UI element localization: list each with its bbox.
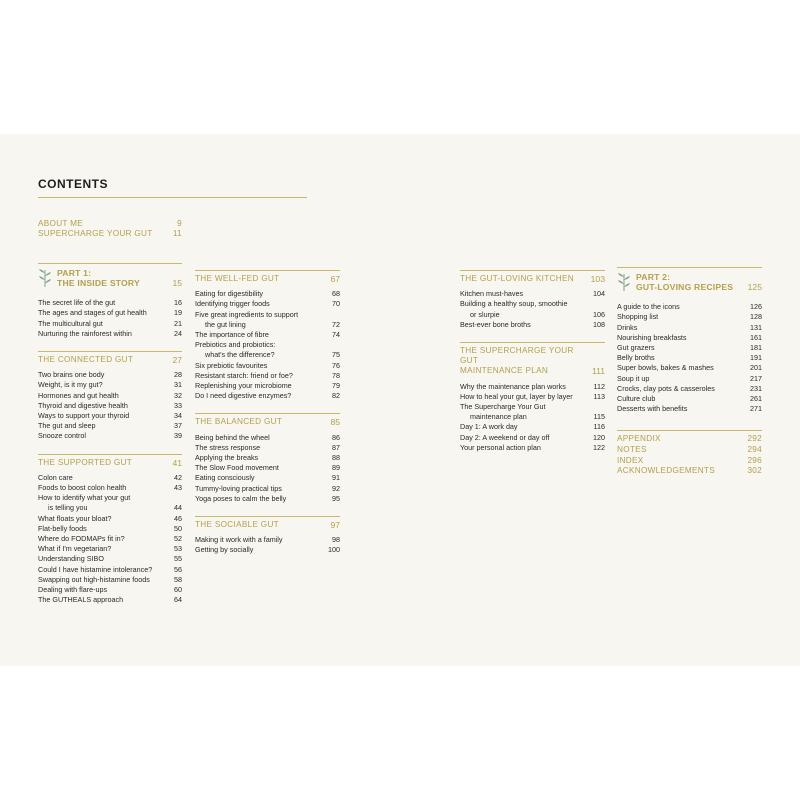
leaf-icon xyxy=(38,268,52,288)
toc-entry[interactable]: Applying the breaks 88 xyxy=(195,453,340,463)
toc-entry[interactable]: What if I'm vegetarian? 53 xyxy=(38,544,182,554)
toc-entry[interactable]: What floats your bloat? 46 xyxy=(38,513,182,523)
part-2-heading[interactable]: PART 2: GUT-LOVING RECIPES 125 xyxy=(617,267,762,292)
part-1-heading[interactable]: PART 1: THE INSIDE STORY 15 xyxy=(38,263,182,288)
toc-entry[interactable]: Culture club 261 xyxy=(617,394,762,404)
toc-entry[interactable]: Shopping list 128 xyxy=(617,312,762,322)
toc-entry[interactable]: Five great ingredients to support xyxy=(195,309,299,319)
section-heading-maintenance[interactable]: THE SUPERCHARGE YOUR GUT MAINTENANCE PLAN 111 xyxy=(460,342,605,377)
title-rule xyxy=(38,197,307,198)
toc-entry[interactable]: Replenishing your microbiome 79 xyxy=(195,381,340,391)
toc-entry[interactable]: Two brains one body 28 xyxy=(38,370,182,380)
toc-entry[interactable]: How to heal your gut, layer by layer 113 xyxy=(460,391,605,401)
toc-entry[interactable]: Drinks 131 xyxy=(617,322,762,332)
toc-entry[interactable]: Eating consciously 91 xyxy=(195,473,340,483)
toc-entry[interactable]: How to identify what your gut xyxy=(38,493,131,503)
toc-entry[interactable]: Foods to boost colon health 43 xyxy=(38,483,182,493)
toc-entry[interactable]: The gut and sleep 37 xyxy=(38,421,182,431)
toc-entry[interactable]: INDEX 296 xyxy=(617,455,762,465)
toc-entry[interactable]: Weight, is it my gut? 31 xyxy=(38,380,182,390)
toc-entry[interactable]: Nourishing breakfasts 161 xyxy=(617,332,762,342)
section-list-supported xyxy=(38,473,182,606)
toc-column-3 xyxy=(460,270,605,465)
part-1-list xyxy=(38,298,182,339)
section-list-connected xyxy=(38,370,182,441)
toc-entry[interactable]: Building a healthy soup, smoothie xyxy=(460,299,568,309)
section-list-wellfed xyxy=(195,289,340,401)
toc-entry[interactable]: The Supercharge Your Gut xyxy=(460,402,546,412)
toc-entry[interactable]: Swapping out high-histamine foods 58 xyxy=(38,574,182,584)
front-matter xyxy=(38,219,182,240)
leaf-icon xyxy=(617,272,631,292)
toc-entry[interactable]: Getting by socially 100 xyxy=(195,545,340,555)
toc-entry[interactable]: Dealing with flare-ups 60 xyxy=(38,585,182,595)
toc-entry[interactable]: Colon care 42 xyxy=(38,472,182,482)
toc-entry[interactable]: SUPERCHARGE YOUR GUT 11 xyxy=(38,229,182,239)
toc-entry[interactable]: The ages and stages of gut health 19 xyxy=(38,308,182,318)
section-list-sociable xyxy=(195,535,340,555)
toc-entry[interactable]: Your personal action plan 122 xyxy=(460,442,605,452)
toc-entry[interactable]: Why the maintenance plan works 112 xyxy=(460,381,605,391)
page-title: CONTENTS xyxy=(38,177,108,191)
toc-entry[interactable]: Resistant starch: friend or foe? 78 xyxy=(195,370,340,380)
toc-entry[interactable]: Prebiotics and probiotics: xyxy=(195,340,276,350)
toc-entry[interactable]: Desserts with benefits 271 xyxy=(617,404,762,414)
toc-entry[interactable]: Making it work with a family 98 xyxy=(195,535,340,545)
toc-entry[interactable]: Six prebiotic favourites 76 xyxy=(195,360,340,370)
section-heading-sociable[interactable]: THE SOCIABLE GUT 97 xyxy=(195,516,340,530)
section-heading-connected[interactable]: THE CONNECTED GUT 27 xyxy=(38,351,182,365)
toc-entry[interactable]: A guide to the icons 126 xyxy=(617,302,762,312)
toc-entry[interactable]: Soup it up 217 xyxy=(617,373,762,383)
section-list-maintenance xyxy=(460,382,605,453)
toc-entry[interactable]: The importance of fibre 74 xyxy=(195,330,340,340)
toc-entry[interactable]: Tummy-loving practical tips 92 xyxy=(195,483,340,493)
toc-entry[interactable]: is telling you 44 xyxy=(48,503,182,513)
toc-entry[interactable]: The secret life of the gut 16 xyxy=(38,298,182,308)
toc-entry[interactable]: Snooze control 39 xyxy=(38,431,182,441)
toc-entry[interactable]: The multicultural gut 21 xyxy=(38,318,182,328)
toc-entry[interactable]: Crocks, clay pots & casseroles 231 xyxy=(617,383,762,393)
toc-entry[interactable]: Best-ever bone broths 108 xyxy=(460,319,605,329)
toc-entry[interactable]: Day 2: A weekend or day off 120 xyxy=(460,432,605,442)
section-heading-balanced[interactable]: THE BALANCED GUT 85 xyxy=(195,413,340,427)
toc-entry[interactable]: The Slow Food movement 89 xyxy=(195,463,340,473)
part-2-list xyxy=(617,302,762,414)
toc-entry[interactable]: ACKNOWLEDGEMENTS 302 xyxy=(617,466,762,476)
toc-entry[interactable]: Gut grazers 181 xyxy=(617,343,762,353)
toc-entry[interactable]: maintenance plan 115 xyxy=(470,412,605,422)
toc-entry[interactable]: Super bowls, bakes & mashes 201 xyxy=(617,363,762,373)
toc-entry[interactable]: what's the difference? 75 xyxy=(205,350,340,360)
toc-entry[interactable]: Identifying trigger foods 70 xyxy=(195,299,340,309)
toc-column-4 xyxy=(617,267,762,477)
toc-column-2 xyxy=(195,270,340,568)
toc-entry[interactable]: The GUTHEALS approach 64 xyxy=(38,595,182,605)
toc-entry[interactable]: Thyroid and digestive health 33 xyxy=(38,400,182,410)
toc-entry[interactable]: The stress response 87 xyxy=(195,442,340,452)
toc-entry[interactable]: Understanding SIBO 55 xyxy=(38,554,182,564)
toc-entry[interactable]: Yoga poses to calm the belly 95 xyxy=(195,493,340,503)
toc-entry[interactable]: NOTES 294 xyxy=(617,445,762,455)
toc-entry[interactable]: Could I have histamine intolerance? 56 xyxy=(38,564,182,574)
toc-entry[interactable]: Day 1: A work day 116 xyxy=(460,422,605,432)
toc-entry[interactable]: Do I need digestive enzymes? 82 xyxy=(195,391,340,401)
section-list-balanced xyxy=(195,433,340,504)
toc-entry[interactable]: Nurturing the rainforest within 24 xyxy=(38,328,182,338)
toc-entry[interactable]: Where do FODMAPs fit in? 52 xyxy=(38,534,182,544)
section-heading-kitchen[interactable]: THE GUT-LOVING KITCHEN 103 xyxy=(460,270,605,284)
toc-entry[interactable]: ABOUT ME 9 xyxy=(38,219,182,228)
section-heading-supported[interactable]: THE SUPPORTED GUT 41 xyxy=(38,454,182,468)
toc-entry[interactable]: the gut lining 72 xyxy=(205,319,340,329)
toc-entry[interactable]: Flat-belly foods 50 xyxy=(38,523,182,533)
back-matter xyxy=(617,430,762,476)
toc-entry[interactable]: Being behind the wheel 86 xyxy=(195,432,340,442)
toc-entry[interactable]: Eating for digestibility 68 xyxy=(195,289,340,299)
toc-column-1 xyxy=(38,263,182,617)
toc-entry[interactable]: Kitchen must-haves 104 xyxy=(460,289,605,299)
toc-entry[interactable]: or slurpie 106 xyxy=(470,309,605,319)
toc-entry[interactable]: APPENDIX 292 xyxy=(617,434,762,444)
section-heading-wellfed[interactable]: THE WELL-FED GUT 67 xyxy=(195,270,340,284)
toc-entry[interactable]: Hormones and gut health 32 xyxy=(38,390,182,400)
section-list-kitchen xyxy=(460,289,605,330)
toc-entry[interactable]: Belly broths 191 xyxy=(617,353,762,363)
toc-entry[interactable]: Ways to support your thyroid 34 xyxy=(38,411,182,421)
